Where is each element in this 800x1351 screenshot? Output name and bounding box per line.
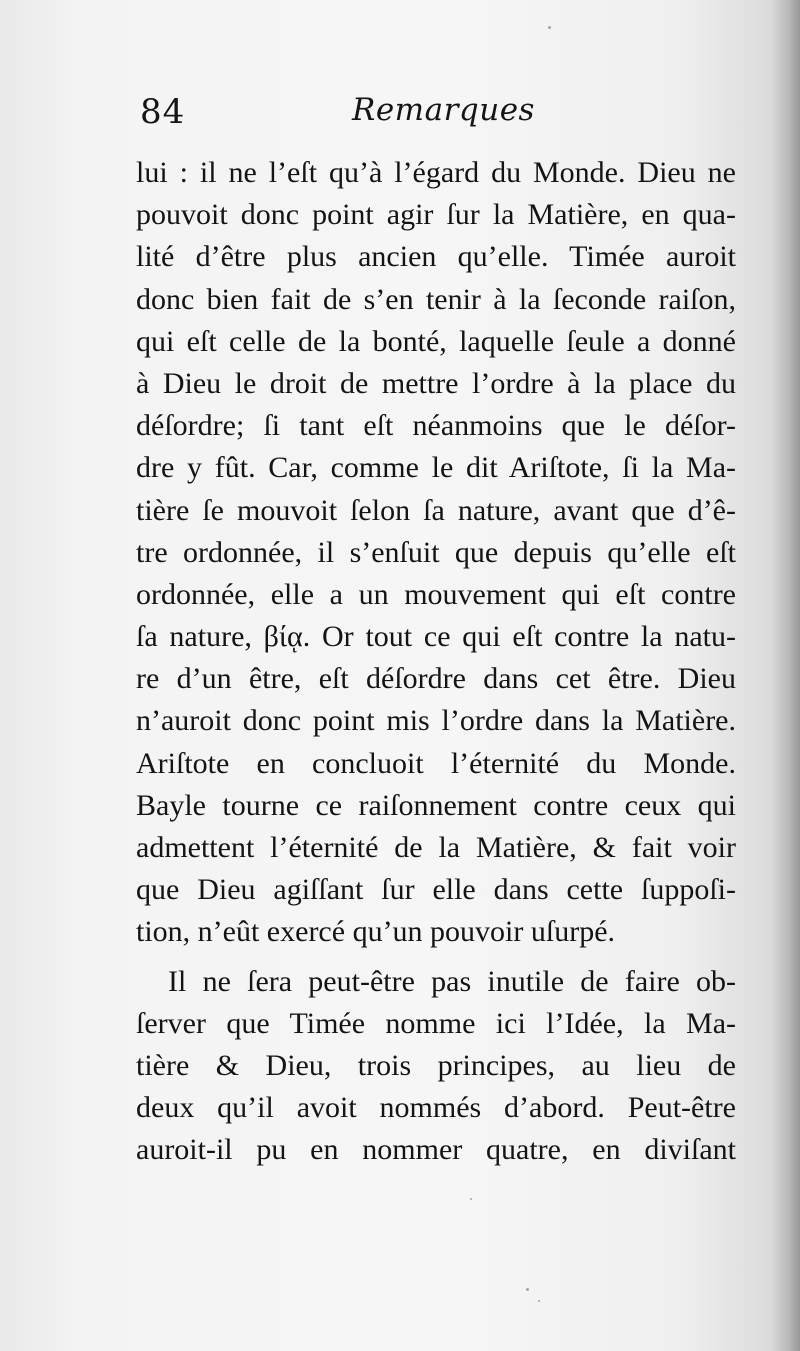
text-line: re d’un être, eſt déſordre dans cet être. Dieu: [136, 662, 736, 696]
running-title: Remarques: [352, 92, 535, 128]
text-line: Il ne ſera peut-être pas inutile de faire ob-: [168, 964, 736, 998]
paper-speck: [470, 1198, 472, 1200]
text-line: dre y fût. Car, comme le dit Ariſtote, ſi la Ma-: [136, 451, 736, 485]
text-line: admettent l’éternité de la Matière, & fait voir: [136, 831, 736, 864]
paragraph-gap: [136, 954, 736, 961]
text-line: ſa nature, βίᾳ. Or tout ce qui eſt contre la natu-: [136, 620, 736, 654]
text-line: à Dieu le droit de mettre l’ordre à la place du: [136, 366, 736, 400]
text-line: tière ſe mouvoit ſelon ſa nature, avant que d’ê-: [136, 493, 736, 527]
text-line: auroit-il pu en nommer quatre, en diviſant: [136, 1133, 736, 1167]
body-text: [136, 152, 736, 1172]
paper-speck: [548, 26, 551, 29]
text-line: tre ordonnée, il s’enſuit que depuis qu’elle eſt: [136, 535, 736, 569]
text-line: ſerver que Timée nomme ici l’Idée, la Ma-: [136, 1006, 736, 1040]
text-line: donc bien fait de s’en tenir à la ſeconde raiſon,: [136, 282, 736, 316]
paper-speck: [538, 1300, 540, 1302]
text-line: ordonnée, elle a un mouvement qui eſt contre: [136, 577, 736, 611]
text-line: Bayle tourne ce raiſonnement contre ceux qui: [136, 788, 736, 822]
text-line: deux qu’il avoit nommés d’abord. Peut-être: [136, 1091, 736, 1125]
page-number: 84: [140, 92, 186, 132]
paragraph: [136, 152, 736, 954]
text-line: tière & Dieu, trois principes, au lieu de: [136, 1048, 736, 1082]
text-line: qui eſt celle de la bonté, laquelle ſeule a donné: [136, 324, 736, 358]
text-line: déſordre; ſi tant eſt néanmoins que le déſor-: [136, 409, 736, 443]
text-line: lité d’être plus ancien qu’elle. Timée auroit: [136, 240, 736, 274]
paragraph: [136, 961, 736, 1172]
text-line: que Dieu agiſſant ſur elle dans cette ſuppoſi-: [136, 873, 736, 907]
text-line: tion, n’eût exercé qu’un pouvoir uſurpé.: [136, 915, 616, 949]
text-line: lui : il ne l’eſt qu’à l’égard du Monde. Dieu ne: [136, 156, 736, 189]
paper-speck: [526, 1288, 529, 1291]
text-line: Ariſtote en concluoit l’éternité du Monde.: [136, 746, 736, 780]
text-line: pouvoit donc point agir ſur la Matière, en qua-: [136, 198, 736, 232]
text-line: n’auroit donc point mis l’ordre dans la Matière.: [136, 704, 736, 738]
page-header: [140, 92, 740, 138]
